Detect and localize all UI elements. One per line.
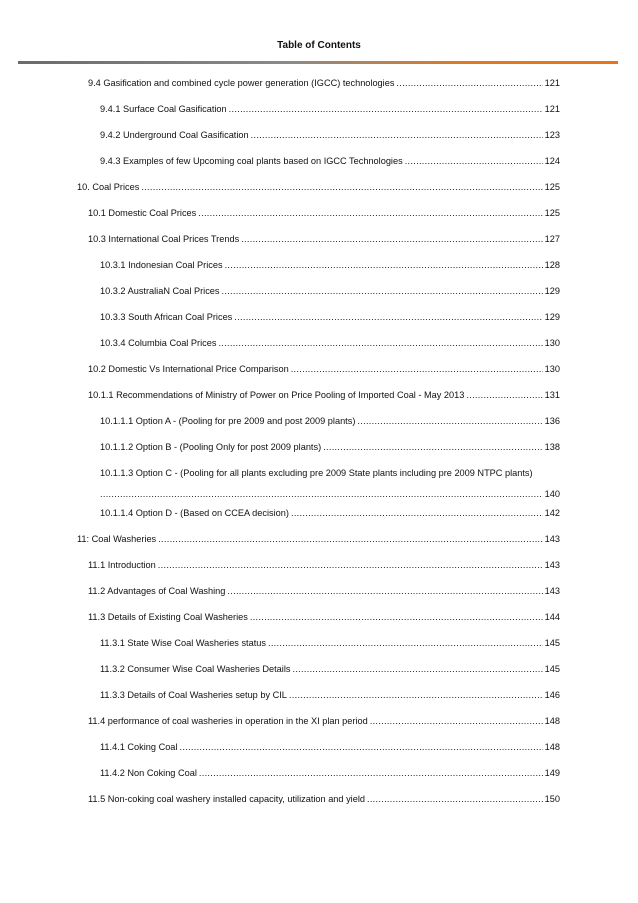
toc-entry-page: 136 [544, 416, 560, 426]
toc-entry-page: 121 [544, 78, 560, 88]
toc-entry-label: 10.1.1.1 Option A - (Pooling for pre 2009 and post 2009 plants) [100, 416, 356, 426]
toc-entry-label: 9.4.1 Surface Coal Gasification [100, 104, 227, 114]
toc-entry-label: 10.3.2 AustraliaN Coal Prices [100, 286, 220, 296]
toc-leader [396, 77, 542, 89]
toc-leader [158, 533, 543, 545]
toc-entry-label: 11.3.2 Consumer Wise Coal Washeries Details [100, 664, 291, 674]
toc-entry-page: 129 [544, 312, 560, 322]
toc-leader [141, 181, 542, 193]
toc-entry[interactable] [77, 533, 560, 545]
toc-entry-label: 10.3 International Coal Prices Trends [88, 234, 240, 244]
toc-leader [158, 559, 543, 571]
toc-entry-label: 10.1.1 Recommendations of Ministry of Power on Price Pooling of Imported Coal - May 2013 [88, 390, 465, 400]
toc-entry[interactable] [100, 767, 560, 779]
toc-entry[interactable] [100, 467, 560, 500]
toc-entry[interactable] [100, 129, 560, 141]
toc-entry-label: 9.4.2 Underground Coal Gasification [100, 130, 249, 140]
toc-entry[interactable] [88, 793, 560, 805]
toc-entry-page: 121 [544, 104, 560, 114]
toc-entry-page: 140 [544, 489, 560, 499]
toc-entry-label: 10.1.1.4 Option D - (Based on CCEA decision) [100, 508, 289, 518]
toc-entry-continuation [100, 488, 560, 500]
toc-entry-page: 127 [544, 234, 560, 244]
toc-entry-label: 11.4.2 Non Coking Coal [100, 768, 197, 778]
toc-leader [466, 389, 542, 401]
toc-entry[interactable] [88, 559, 560, 571]
toc-entry-page: 145 [544, 638, 560, 648]
toc-entry[interactable] [100, 285, 560, 297]
toc-leader [323, 441, 543, 453]
toc-leader [199, 767, 543, 779]
toc-entry-page: 125 [544, 208, 560, 218]
toc-entry-label: 10.1 Domestic Coal Prices [88, 208, 197, 218]
toc-entry[interactable] [100, 155, 560, 167]
toc-entry[interactable] [100, 741, 560, 753]
toc-entry-label: 10.1.1.3 Option C - (Pooling for all plants excluding pre 2009 State plants including pre 2009 NTPC plants) [100, 468, 533, 478]
toc-leader [250, 611, 543, 623]
toc-leader [241, 233, 542, 245]
toc-entry-page: 148 [544, 716, 560, 726]
toc-entry-label: 10.3.3 South African Coal Prices [100, 312, 233, 322]
toc-entry-page: 130 [544, 338, 560, 348]
toc-entry-page: 150 [544, 794, 560, 804]
toc-leader [289, 689, 543, 701]
toc-entry-page: 144 [544, 612, 560, 622]
toc-entry-page: 124 [544, 156, 560, 166]
toc-entry-label: 11.2 Advantages of Coal Washing [88, 586, 226, 596]
toc-entry-label: 10. Coal Prices [77, 182, 140, 192]
toc-entry-label: 11: Coal Washeries [77, 534, 157, 544]
toc-entry-page: 143 [544, 586, 560, 596]
toc-entry[interactable] [100, 259, 560, 271]
toc-leader [405, 155, 543, 167]
toc-entry[interactable] [100, 103, 560, 115]
toc-entry-label: 9.4 Gasification and combined cycle power generation (IGCC) technologies [88, 78, 395, 88]
toc-entry-page: 128 [544, 260, 560, 270]
toc-leader [291, 507, 543, 519]
toc-leader [179, 741, 542, 753]
toc-entry[interactable] [100, 415, 560, 427]
toc-entry-label: 11.3.3 Details of Coal Washeries setup by CIL [100, 690, 287, 700]
toc-entry[interactable] [88, 389, 560, 401]
toc-entry-page: 123 [544, 130, 560, 140]
toc-leader [225, 259, 543, 271]
toc-entry-label: 10.1.1.2 Option B - (Pooling Only for post 2009 plants) [100, 442, 322, 452]
toc-entry-page: 125 [544, 182, 560, 192]
toc-entry-label: 10.3.4 Columbia Coal Prices [100, 338, 217, 348]
toc-entry-label: 10.2 Domestic Vs International Price Comparison [88, 364, 289, 374]
toc-entry-page: 149 [544, 768, 560, 778]
toc-entry-page: 131 [544, 390, 560, 400]
toc-entry[interactable] [100, 637, 560, 649]
toc-leader [292, 663, 542, 675]
toc-entry[interactable] [77, 181, 560, 193]
toc-entry-page: 142 [544, 508, 560, 518]
toc-entry[interactable] [88, 77, 560, 89]
toc-entry[interactable] [100, 441, 560, 453]
toc-leader [291, 363, 543, 375]
toc-entry-label: 11.3.1 State Wise Coal Washeries status [100, 638, 266, 648]
toc-leader [229, 103, 543, 115]
toc-entry[interactable] [100, 507, 560, 519]
toc-entry-page: 145 [544, 664, 560, 674]
toc-entry[interactable] [88, 611, 560, 623]
toc-entry-label: 10.3.1 Indonesian Coal Prices [100, 260, 223, 270]
toc-entry-label: 11.4.1 Coking Coal [100, 742, 178, 752]
toc-entry-page: 143 [544, 560, 560, 570]
toc-leader [251, 129, 543, 141]
toc-leader [222, 285, 543, 297]
toc-entry[interactable] [88, 715, 560, 727]
toc-leader [198, 207, 542, 219]
toc-leader [370, 715, 543, 727]
toc-entry-label: 11.4 performance of coal washeries in operation in the XI plan period [88, 716, 368, 726]
toc-entry[interactable] [88, 233, 560, 245]
toc-leader [227, 585, 542, 597]
toc-entry-label: 11.5 Non-coking coal washery installed capacity, utilization and yield [88, 794, 365, 804]
toc-entry[interactable] [100, 663, 560, 675]
toc-leader [357, 415, 542, 427]
toc-entry-page: 129 [544, 286, 560, 296]
toc-entry-page: 138 [544, 442, 560, 452]
toc-entry-page: 130 [544, 364, 560, 374]
toc-entry-label: 11.1 Introduction [88, 560, 156, 570]
toc-leader [218, 337, 542, 349]
page-title: Table of Contents [277, 40, 361, 51]
toc-entry-page: 146 [544, 690, 560, 700]
toc-leader [268, 637, 543, 649]
toc-entry-page: 143 [544, 534, 560, 544]
toc-entry[interactable] [88, 585, 560, 597]
toc-entry-page: 148 [544, 742, 560, 752]
toc-entry-label: 11.3 Details of Existing Coal Washeries [88, 612, 248, 622]
toc-entry[interactable] [100, 337, 560, 349]
toc-entry[interactable] [100, 311, 560, 323]
toc-leader [367, 793, 543, 805]
header-rule [18, 61, 618, 64]
toc-leader [234, 311, 542, 323]
toc-entry-label: 9.4.3 Examples of few Upcoming coal plants based on IGCC Technologies [100, 156, 403, 166]
toc-entry[interactable] [88, 363, 560, 375]
toc-entry[interactable] [88, 207, 560, 219]
toc-leader [100, 488, 543, 500]
toc-entry[interactable] [100, 689, 560, 701]
